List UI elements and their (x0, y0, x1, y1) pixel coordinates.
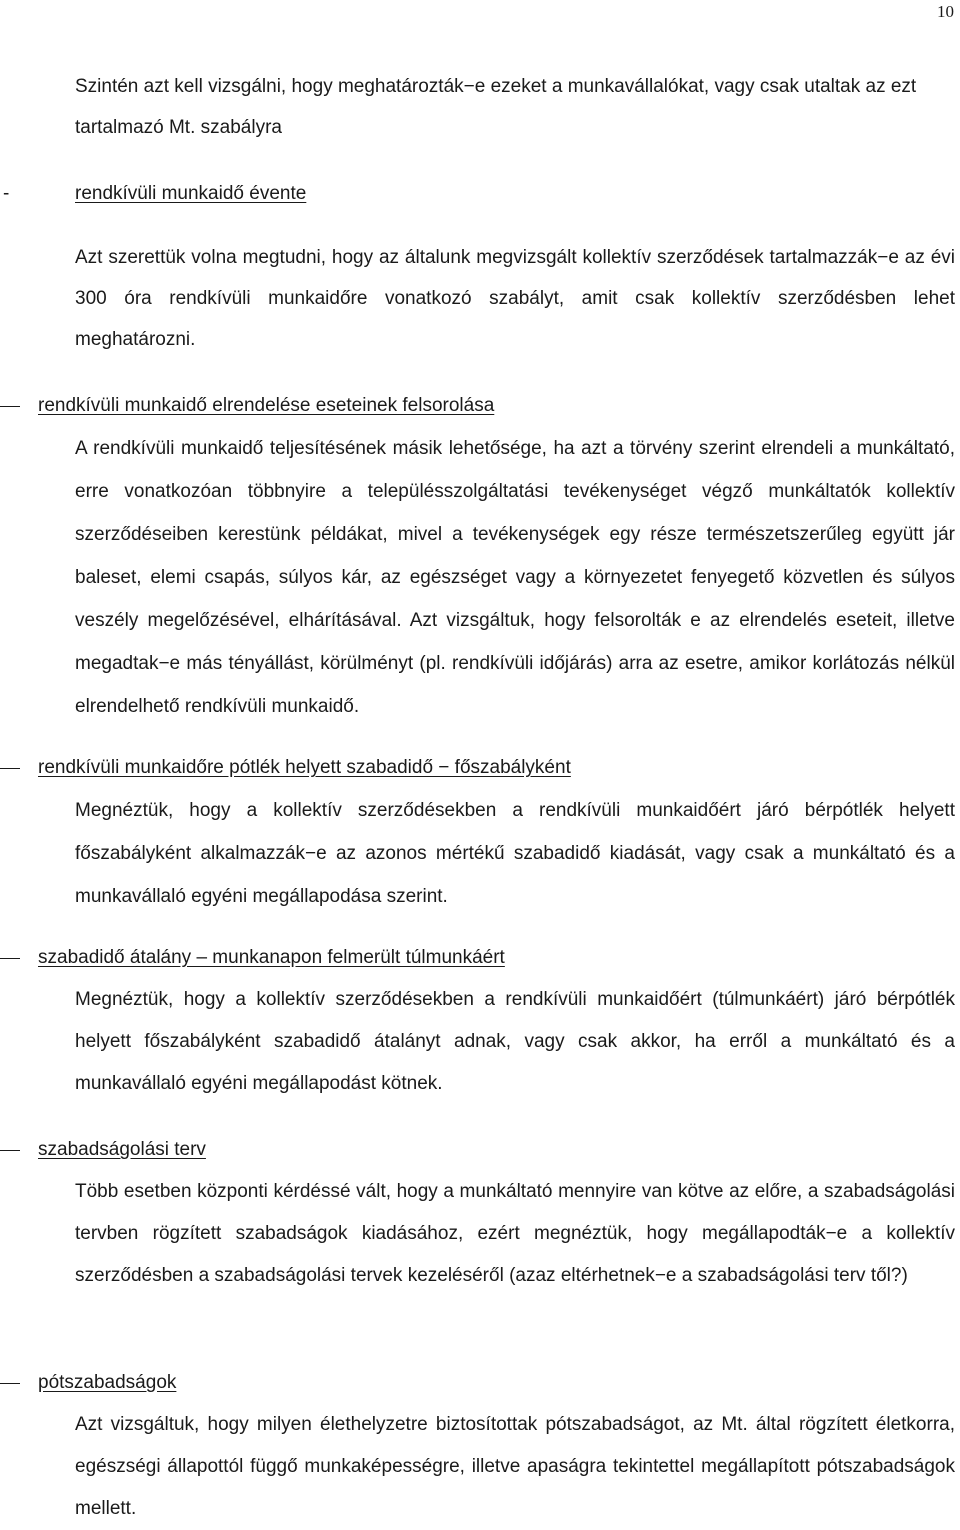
section-3-heading: rendkívüli munkaidőre pótlék helyett szabadidő − főszabályként (38, 757, 571, 778)
section-5-body: Több esetben központi kérdéssé vált, hogy a munkáltató mennyire van kötve az előre, a szabadságolási tervben rögzített szabadságok kiadásához, ezért megnéztük, hogy megállapodták−e a kollektív szerződésben a szabadságolási tervek kezeléséről (azaz eltérhetnek−e a szabadságolási terv től?) (75, 1181, 955, 1286)
section-1-body: Azt szerettük volna megtudni, hogy az általunk megvizsgált kollektív szerződések tartalmazzák−e az évi 300 óra rendkívüli munkaidőre vonatkozó szabályt, amit csak kollektív szerződésben lehet meghatározni. (75, 247, 955, 350)
section-1-bullet: - (3, 183, 10, 204)
intro-paragraph: Szintén azt kell vizsgálni, hogy meghatározták−e ezeket a munkavállalókat, vagy csak utaltak az ezt tartalmazó Mt. szabályra (75, 76, 917, 138)
section-2-bullet (0, 406, 20, 407)
section-6-body: Azt vizsgáltuk, hogy milyen élethelyzetre biztosítottak pótszabadságot, az Mt. által rögzített életkorra, egészségi állapottól függő munkaképességre, illetve apaságra tekintettel megállapított pótszabadságok mellett. (75, 1414, 955, 1519)
section-6-heading: pótszabadságok (38, 1372, 177, 1393)
section-4-body: Megnéztük, hogy a kollektív szerződésekben a rendkívüli munkaidőért (túlmunkáért) járó bérpótlék helyett főszabályként szabadidő átalányt adnak, vagy csak akkor, ha erről a munkáltató és a munkavállaló egyéni megállapodást kötnek. (75, 989, 955, 1094)
section-4-bullet (0, 958, 20, 959)
section-3-bullet (0, 768, 20, 769)
section-5-bullet (0, 1150, 20, 1151)
section-1-heading: rendkívüli munkaidő évente (75, 183, 307, 204)
section-2-heading: rendkívüli munkaidő elrendelése eseteinek felsorolása (38, 395, 495, 416)
page-number: 10 (937, 2, 954, 21)
section-2-body: A rendkívüli munkaidő teljesítésének másik lehetősége, ha azt a törvény szerint elrendeli a munkáltató, erre vonatkozóan többnyire a településszolgáltatási tevékenységet végző munkáltatók kollektív szerződéseiben kerestünk példákat, mivel a tevékenységek egy része természetszerűleg együtt jár baleset, elemi csapás, súlyos kár, az egészséget vagy a környezetet fenyegető közvetlen és súlyos veszély megelőzésével, elhárításával. Azt vizsgáltuk, hogy felsorolták e az elrendelés eseteit, illetve megadtak−e más tényállást, körülményt (pl. rendkívüli időjárás) arra az esetre, amikor korlátozás nélkül elrendelhető rendkívüli munkaidő. (75, 438, 955, 717)
section-4-heading: szabadidő átalány – munkanapon felmerült túlmunkáért (38, 947, 505, 968)
section-5-heading: szabadságolási terv (38, 1139, 206, 1160)
section-3-body: Megnéztük, hogy a kollektív szerződésekben a rendkívüli munkaidőért járó bérpótlék helyett főszabályként alkalmazzák−e az azonos mértékű szabadidő kiadását, vagy csak a munkáltató és a munkavállaló egyéni megállapodása szerint. (75, 800, 955, 907)
section-6-bullet (0, 1383, 20, 1384)
